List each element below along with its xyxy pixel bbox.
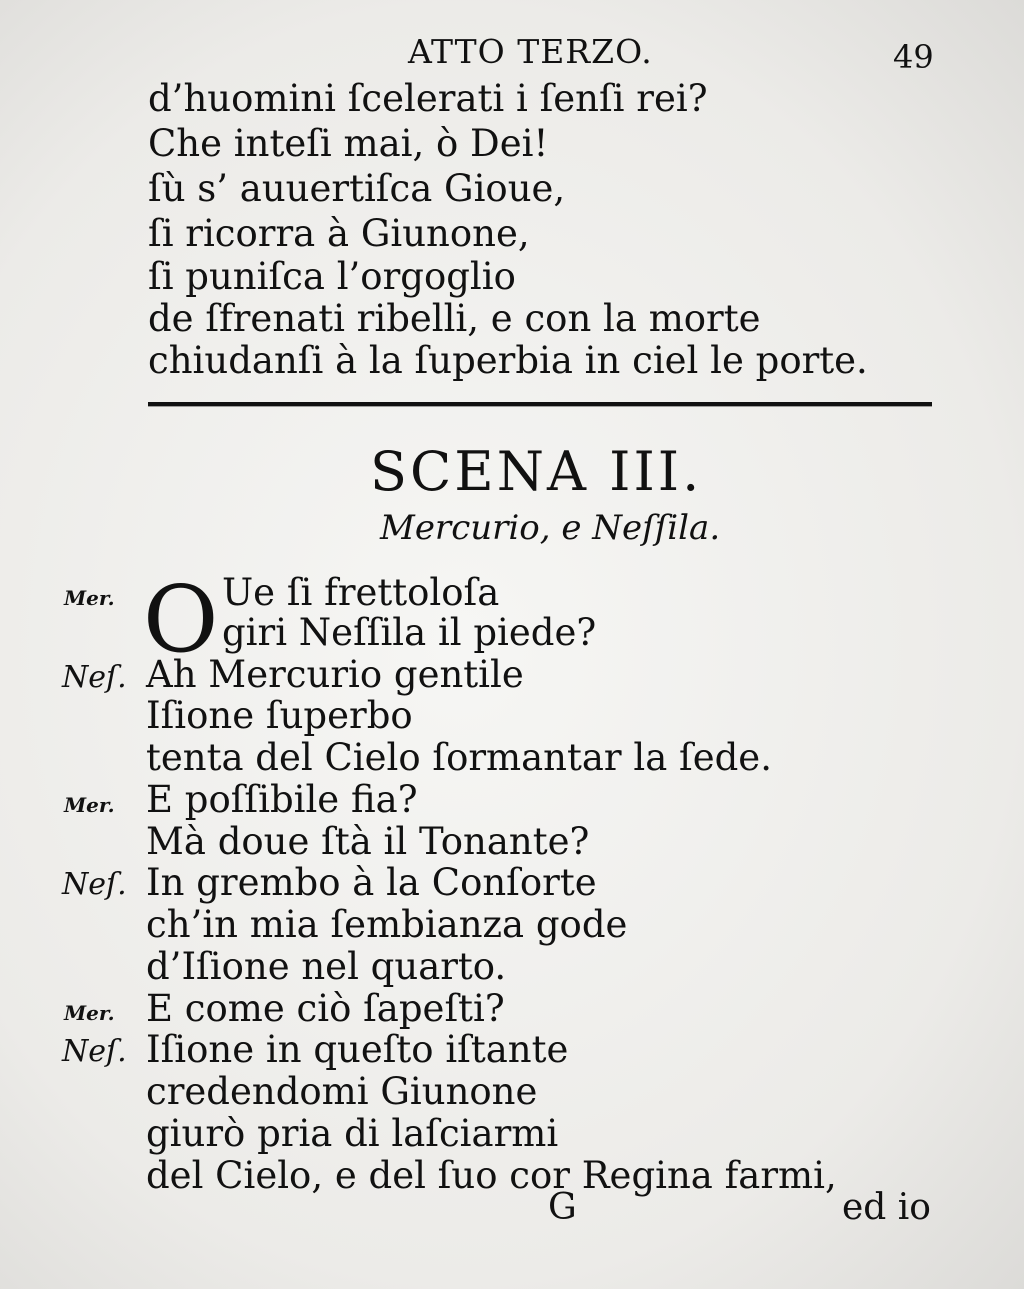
dialogue-line: giurò pria di laſciarmi xyxy=(146,1112,559,1155)
dialogue-line: E come ciò ſapeſti? xyxy=(146,987,505,1030)
catchword: ed io xyxy=(842,1187,931,1228)
dialogue-line: Ah Mercurio gentile xyxy=(146,653,524,696)
dialogue-line: d’Iſione nel quarto. xyxy=(146,945,507,988)
dialogue-line: In grembo à la Conſorte xyxy=(146,861,597,904)
dialogue-line: giri Neſſila il piede? xyxy=(222,611,597,654)
verse-line: d’huomini ſcelerati i ſenſi rei? xyxy=(148,77,708,120)
scene-title: SCENA III. xyxy=(370,440,703,503)
page-number: 49 xyxy=(893,38,934,76)
verse-line: de ſfrenati ribelli, e con la morte xyxy=(148,297,761,340)
signature-mark: G xyxy=(548,1187,577,1228)
verse-line: ſi puniſca l’orgoglio xyxy=(148,255,516,298)
section-rule xyxy=(148,402,932,406)
verse-line: ſù s’ auuertiſca Gioue, xyxy=(148,167,566,210)
dialogue-line: E poſſibile fia? xyxy=(146,778,418,821)
dialogue-line: Iſione in queſto iſtante xyxy=(146,1028,569,1071)
verse-line: Che inteſi mai, ò Dei! xyxy=(148,122,549,165)
dialogue-line: ch’in mia ſembianza gode xyxy=(146,903,628,946)
dialogue-line: del Cielo, e del ſuo cor Regina farmi, xyxy=(146,1154,837,1197)
dialogue-line: tenta del Cielo ſormantar la ſede. xyxy=(146,736,772,779)
speaker-label: Neſ. xyxy=(62,867,127,902)
dialogue-line: credendomi Giunone xyxy=(146,1070,538,1113)
drop-capital: O xyxy=(143,566,219,673)
running-title: ATTO TERZO. xyxy=(408,32,653,71)
speaker-label: Neſ. xyxy=(62,1034,127,1069)
dialogue-line: Iſione ſuperbo xyxy=(146,694,413,737)
dialogue-line: Mà doue ſtà il Tonante? xyxy=(146,820,590,863)
dialogue-line: Ue ſi frettoloſa xyxy=(222,571,500,614)
speaker-label: Mer. xyxy=(64,586,115,610)
scene-characters: Mercurio, e Neſſila. xyxy=(380,508,721,548)
verse-line: chiudanſi à la ſuperbia in ciel le porte. xyxy=(148,339,868,382)
speaker-label: Mer. xyxy=(64,1001,115,1025)
speaker-label: Mer. xyxy=(64,793,115,817)
verse-line: ſi ricorra à Giunone, xyxy=(148,212,530,255)
speaker-label: Neſ. xyxy=(62,660,127,695)
